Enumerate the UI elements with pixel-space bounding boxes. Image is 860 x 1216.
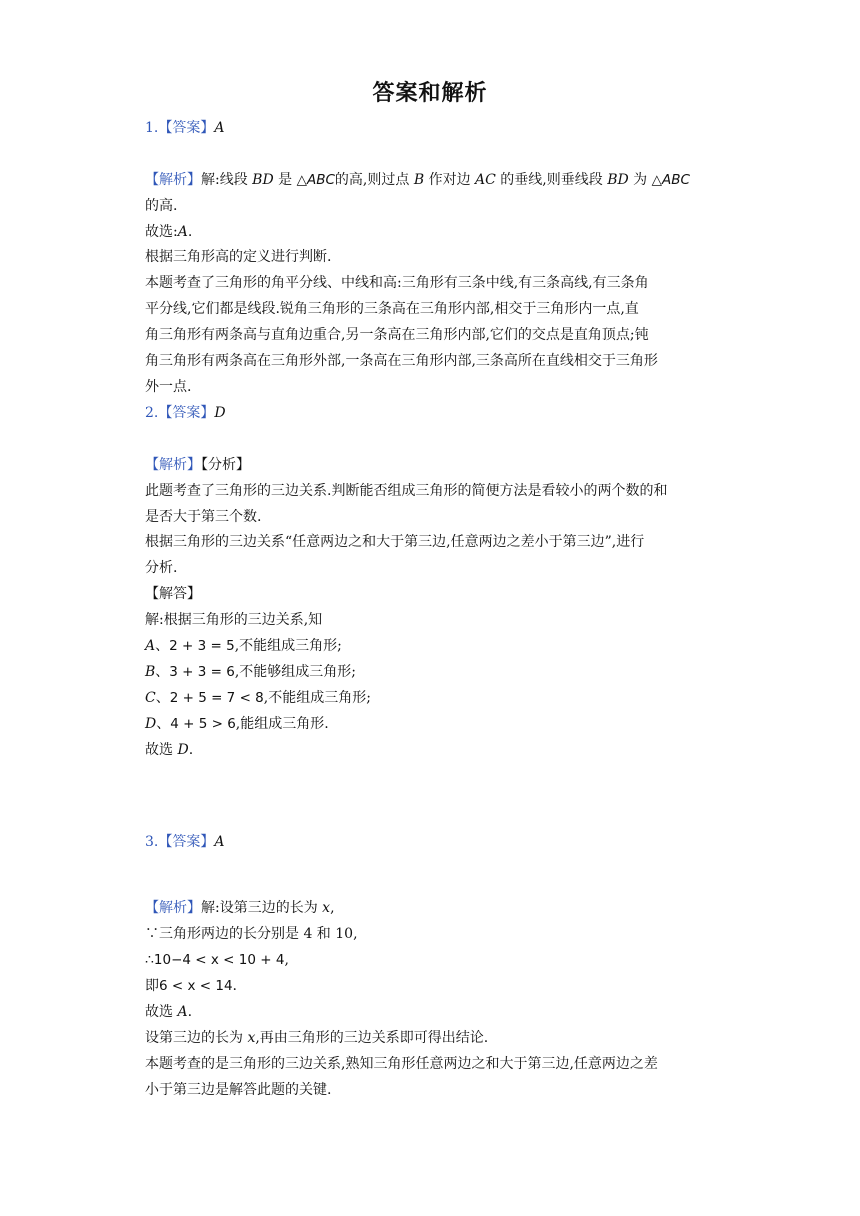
q2-line-2: 是否大于第三个数. [145, 509, 262, 525]
q1-var-bd: BD [607, 172, 629, 188]
q3-line-6 [145, 1028, 725, 1048]
option-text: ,不能够组成三角形; [234, 664, 357, 680]
therefore-symbol: ∴ [145, 952, 154, 968]
q1-text: 的垂线,则垂线段 [495, 172, 608, 188]
option-letter: A [145, 638, 156, 654]
option-text: ,能组成三角形. [235, 716, 329, 732]
option-sep: 、 [155, 690, 170, 706]
option-math: 4 + 5 > 6 [170, 716, 236, 732]
q3-text: , [330, 900, 335, 916]
q3-choice-line [145, 1002, 725, 1022]
q1-number: 1. [145, 120, 159, 136]
option-text: ,不能组成三角形; [234, 638, 342, 654]
q1-var-ac: AC [475, 172, 496, 188]
q1-answer-line [145, 118, 725, 138]
q3-choice: A [177, 1004, 188, 1020]
q3-line-7: 本题考查的是三角形的三边关系,熟知三角形任意两边之和大于第三边,任意两边之差 [145, 1056, 658, 1072]
q2-analysis-tag: 【解析】 [145, 457, 201, 473]
q1-choice: A [177, 224, 188, 240]
q3-text: . [187, 1004, 193, 1020]
q1-text: 故选: [145, 224, 178, 240]
q2-line-1: 此题考查了三角形的三边关系.判断能否组成三角形的简便方法是看较小的两个数的和 [145, 483, 668, 499]
q3-text: 解:设第三边的长为 [201, 900, 323, 916]
q1-line-9: 外一点. [145, 379, 192, 395]
q2-answer: D [214, 405, 226, 421]
q1-analysis-tag: 【解析】 [145, 172, 201, 188]
option-sep: 、 [156, 716, 171, 732]
option-math: 2 + 5 = 7 < 8 [169, 690, 264, 706]
q3-text: 故选 [145, 1004, 178, 1020]
q3-inequality: 10−4 < x < 10 + 4 [153, 952, 285, 968]
q3-text: . [232, 978, 237, 994]
option-math: 2 + 3 = 5 [169, 638, 235, 654]
q2-answer-line [145, 403, 725, 423]
option-math: 3 + 3 = 6 [169, 664, 235, 680]
q1-line-4: 根据三角形高的定义进行判断. [145, 249, 332, 265]
q3-analysis-tag: 【解析】 [145, 900, 201, 916]
q2-option-b [145, 662, 725, 682]
q3-answer: A [214, 834, 225, 850]
q3-text: 设第三边的长为 [145, 1030, 248, 1046]
q2-fenxi-tag: 【分析】 [201, 457, 250, 473]
q1-line-5: 本题考查了三角形的角平分线、中线和高:三角形有三条中线,有三条高线,有三条角 [145, 275, 649, 291]
q2-line-3: 根据三角形的三边关系“任意两边之和大于第三边,任意两边之差小于第三边”,进行 [145, 534, 645, 550]
q3-var-x: x [247, 1030, 256, 1046]
option-sep: 、 [155, 638, 170, 654]
option-letter: C [145, 690, 156, 706]
q1-answer: A [214, 120, 225, 136]
q3-text: , [284, 952, 289, 968]
q3-answer-tag: 【答案】 [158, 834, 215, 850]
q2-jieda-tag: 【解答】 [145, 586, 201, 602]
q3-text: 即 [145, 978, 159, 994]
q2-analysis-header [145, 455, 725, 475]
q2-text: . [188, 742, 194, 758]
q2-option-a [145, 636, 725, 656]
q1-line-6: 平分线,它们都是线段.锐角三角形的三条高在三角形内部,相交于三角形内一点,直 [145, 301, 639, 317]
q3-var-x: x [322, 900, 331, 916]
q3-line-3 [145, 950, 725, 970]
q3-line-4 [145, 976, 725, 996]
option-sep: 、 [155, 664, 170, 680]
q2-number: 2. [145, 405, 159, 421]
q1-analysis-line-2: 的高. [145, 198, 178, 214]
q1-line-8: 角三角形有两条高在三角形外部,一条高在三角形内部,三条高所在直线相交于三角形 [145, 353, 658, 369]
q2-choice-line [145, 740, 725, 760]
q1-var-bd: BD [252, 172, 274, 188]
q3-analysis-line-1 [145, 898, 725, 918]
q1-text: 的高,则过点 [334, 172, 414, 188]
q1-text: 为 [628, 172, 652, 188]
q1-text: 是 [273, 172, 297, 188]
q1-text: 解:线段 [201, 172, 253, 188]
option-letter: D [145, 716, 157, 732]
q3-inequality: 6 < x < 14 [159, 978, 233, 994]
q1-analysis-line-1 [145, 170, 725, 190]
q3-number: 3. [145, 834, 159, 850]
q2-choice: D [177, 742, 189, 758]
q2-answer-tag: 【答案】 [158, 405, 215, 421]
option-text: ,不能组成三角形; [263, 690, 371, 706]
q3-line-2: ∵三角形两边的长分别是 4 和 10, [145, 926, 358, 942]
q1-text: . [187, 224, 193, 240]
q1-var-abc: ABC [662, 172, 690, 188]
triangle-symbol: △ [296, 172, 307, 188]
q1-text: 作对边 [424, 172, 476, 188]
q3-text: ,再由三角形的三边关系即可得出结论. [255, 1030, 489, 1046]
q3-line-8: 小于第三边是解答此题的关键. [145, 1082, 332, 1098]
q1-var-b: B [413, 172, 425, 188]
q2-text: 故选 [145, 742, 178, 758]
q2-line-5: 解:根据三角形的三边关系,知 [145, 612, 323, 628]
q1-line-7: 角三角形有两条高与直角边重合,另一条高在三角形内部,它们的交点是直角顶点;钝 [145, 327, 649, 343]
q1-var-abc: ABC [306, 172, 335, 188]
page-title: 答案和解析 [372, 81, 488, 106]
option-letter: B [145, 664, 156, 680]
q2-option-d [145, 714, 725, 734]
q1-choice-line [145, 222, 725, 242]
q2-line-4: 分析. [145, 560, 178, 576]
triangle-symbol: △ [651, 172, 663, 188]
q1-answer-tag: 【答案】 [158, 120, 215, 136]
q3-answer-line [145, 832, 725, 852]
q2-option-c [145, 688, 725, 708]
